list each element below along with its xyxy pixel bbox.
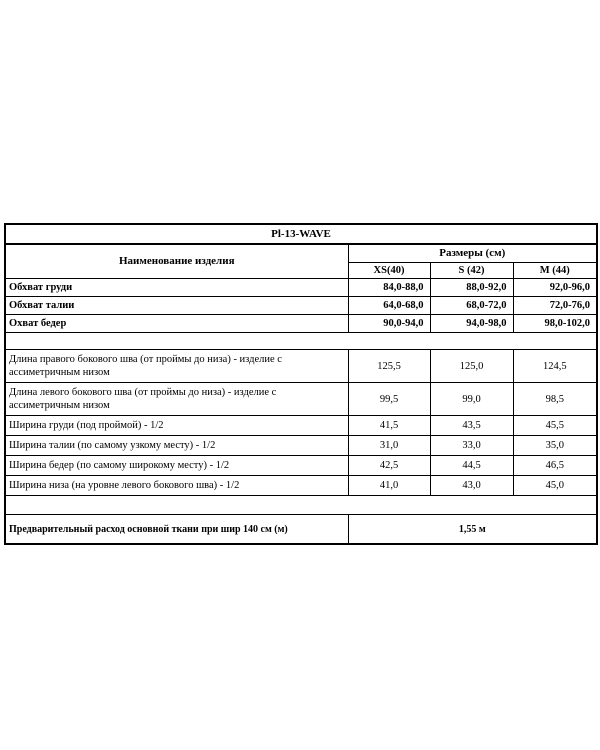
row-value: 44,5	[430, 456, 513, 476]
row-label: Охват бедер	[5, 315, 348, 333]
row-value: 98,5	[513, 383, 597, 416]
row-value: 84,0-88,0	[348, 279, 430, 297]
consumption-value: 1,55 м	[348, 515, 597, 545]
row-value: 43,0	[430, 476, 513, 496]
table-row	[5, 279, 597, 297]
row-label: Обхват груди	[5, 279, 348, 297]
row-value: 90,0-94,0	[348, 315, 430, 333]
row-value: 124,5	[513, 350, 597, 383]
table-title: Pl-13-WAVE	[5, 224, 597, 244]
table-row	[5, 416, 597, 436]
header-row	[5, 244, 597, 263]
size-chart	[4, 223, 596, 545]
table-row	[5, 297, 597, 315]
size-label: S (42)	[430, 263, 513, 279]
row-value: 68,0-72,0	[430, 297, 513, 315]
row-value: 31,0	[348, 436, 430, 456]
size-label: XS(40)	[348, 263, 430, 279]
row-value: 99,0	[430, 383, 513, 416]
table-row	[5, 350, 597, 383]
row-label: Ширина бедер (по самому широкому месту) - 1/2	[5, 456, 348, 476]
table-row	[5, 383, 597, 416]
row-value: 35,0	[513, 436, 597, 456]
title-row	[5, 224, 597, 244]
row-value: 99,5	[348, 383, 430, 416]
row-label: Длина левого бокового шва (от проймы до низа) - изделие с ассиметричным низом	[5, 383, 348, 416]
table-row	[5, 436, 597, 456]
row-value: 92,0-96,0	[513, 279, 597, 297]
spacer-row	[5, 333, 597, 350]
table-row	[5, 456, 597, 476]
row-label: Ширина груди (под проймой) - 1/2	[5, 416, 348, 436]
product-name-header: Наименование изделия	[5, 244, 348, 279]
consumption-label: Предварительный расход основной ткани при шир 140 см (м)	[5, 515, 348, 545]
row-value: 88,0-92,0	[430, 279, 513, 297]
row-label: Длина правого бокового шва (от проймы до низа) - изделие с ассиметричным низом	[5, 350, 348, 383]
row-value: 64,0-68,0	[348, 297, 430, 315]
row-value: 41,0	[348, 476, 430, 496]
row-value: 125,0	[430, 350, 513, 383]
size-table	[4, 223, 598, 545]
row-value: 45,0	[513, 476, 597, 496]
row-value: 94,0-98,0	[430, 315, 513, 333]
row-value: 43,5	[430, 416, 513, 436]
sizes-header: Размеры (см)	[348, 244, 597, 263]
row-value: 125,5	[348, 350, 430, 383]
table-row	[5, 476, 597, 496]
row-value: 33,0	[430, 436, 513, 456]
table-row	[5, 315, 597, 333]
row-value: 46,5	[513, 456, 597, 476]
row-label: Обхват талии	[5, 297, 348, 315]
spacer-row	[5, 496, 597, 515]
consumption-row	[5, 515, 597, 545]
row-value: 45,5	[513, 416, 597, 436]
row-label: Ширина низа (на уровне левого бокового шва) - 1/2	[5, 476, 348, 496]
row-value: 98,0-102,0	[513, 315, 597, 333]
row-value: 41,5	[348, 416, 430, 436]
size-label: M (44)	[513, 263, 597, 279]
row-value: 72,0-76,0	[513, 297, 597, 315]
row-value: 42,5	[348, 456, 430, 476]
row-label: Ширина талии (по самому узкому месту) - 1/2	[5, 436, 348, 456]
